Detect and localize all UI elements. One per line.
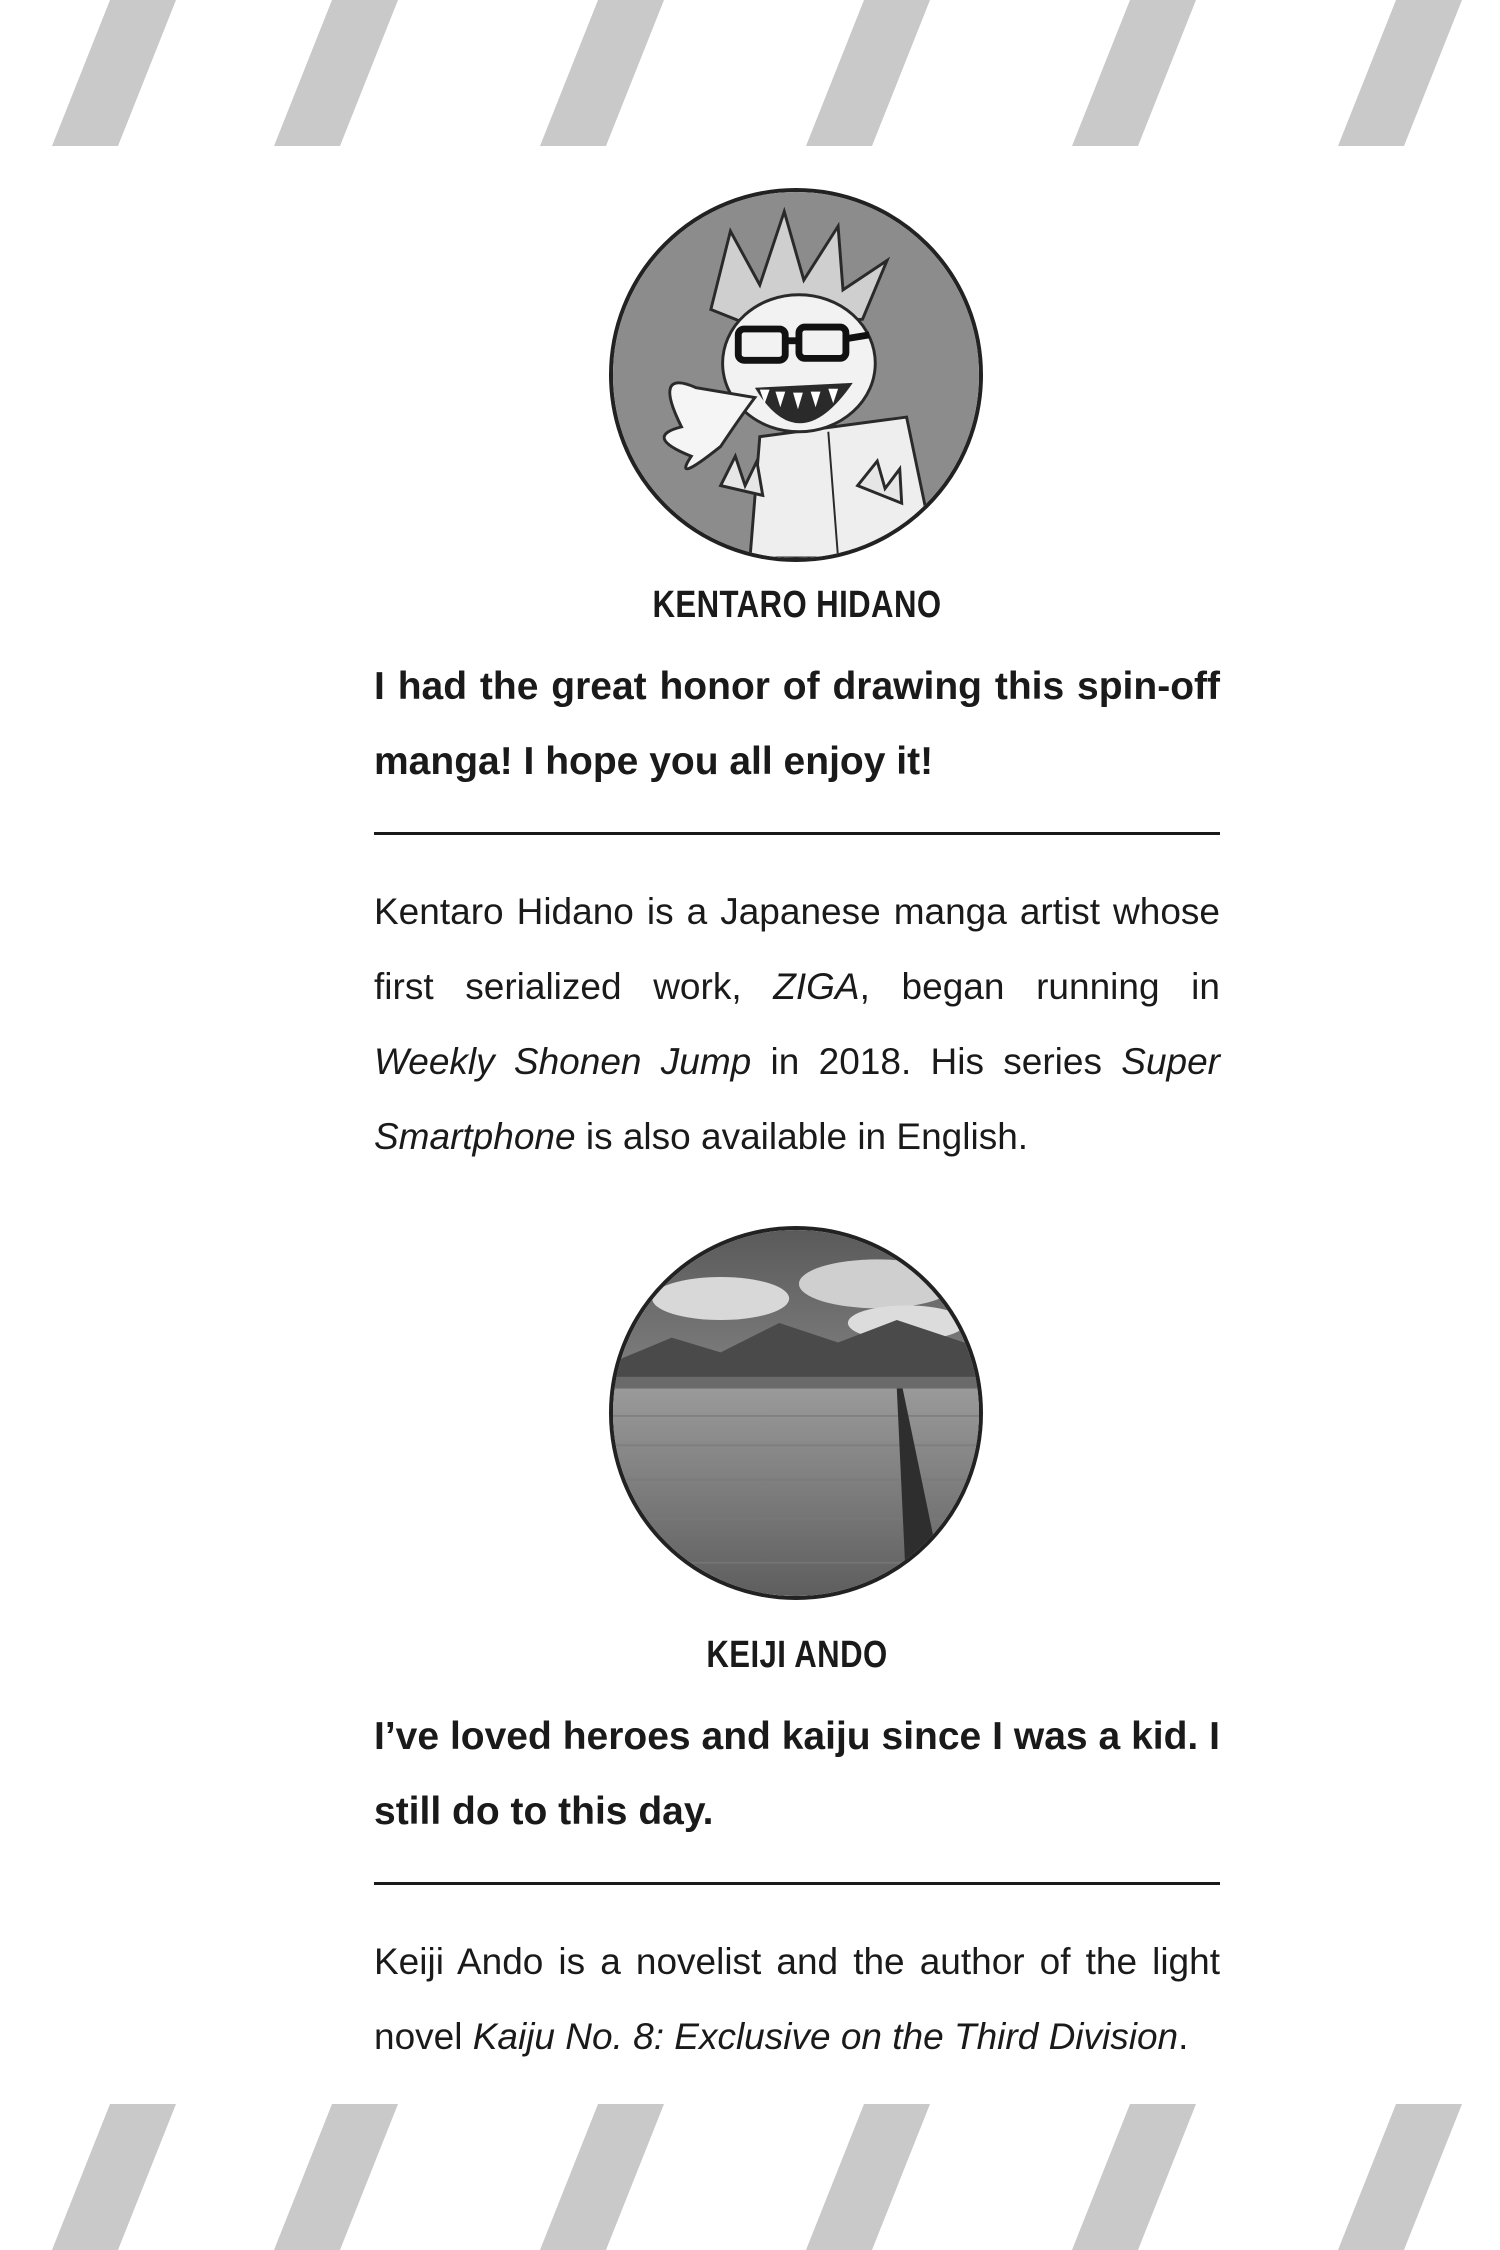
author-quote-hidano: I had the great honor of drawing this spin-off manga! I hope you all enjoy it!	[374, 665, 1220, 783]
keiji-ando-portrait	[609, 1226, 983, 1600]
divider-ando	[374, 1882, 1220, 1885]
bio-title-super-smartphone: Super Smartphone	[374, 1041, 1220, 1157]
divider-hidano	[374, 832, 1220, 835]
bio-title-ziga: ZIGA	[773, 966, 860, 1007]
bio-text: , began running in	[859, 966, 1220, 1007]
cartoon-kaiju-self-portrait-icon	[613, 192, 979, 558]
bio-title-kaiju-novel: Kaiju No. 8: Exclusive on the Third Division	[472, 2016, 1179, 2057]
bio-text: .	[1178, 2016, 1189, 2057]
author-quote-ando: I’ve loved heroes and kaiju since I was a kid. I still do to this day.	[374, 1715, 1220, 1833]
author-name-ando: KEIJI ANDO	[706, 1634, 888, 1676]
rice-field-landscape-photo-icon	[613, 1230, 979, 1596]
bio-text: Keiji Ando is a novelist and the author of the light novel	[374, 1941, 1220, 2057]
bottom-hazard-stripes	[0, 2104, 1500, 2250]
top-hazard-stripes	[0, 0, 1500, 146]
author-bio-hidano	[374, 874, 1220, 1174]
author-name-hidano: KENTARO HIDANO	[652, 584, 942, 626]
bio-title-wsj: Weekly Shonen Jump	[374, 1041, 752, 1082]
bio-text: in 2018. His series	[751, 1041, 1122, 1082]
bio-text: is also available in English.	[575, 1116, 1029, 1157]
kentaro-hidano-portrait	[609, 188, 983, 562]
bio-text: Kentaro Hidano is a Japanese manga artist whose first serialized work,	[374, 891, 1220, 1007]
author-bio-ando	[374, 1924, 1220, 2074]
